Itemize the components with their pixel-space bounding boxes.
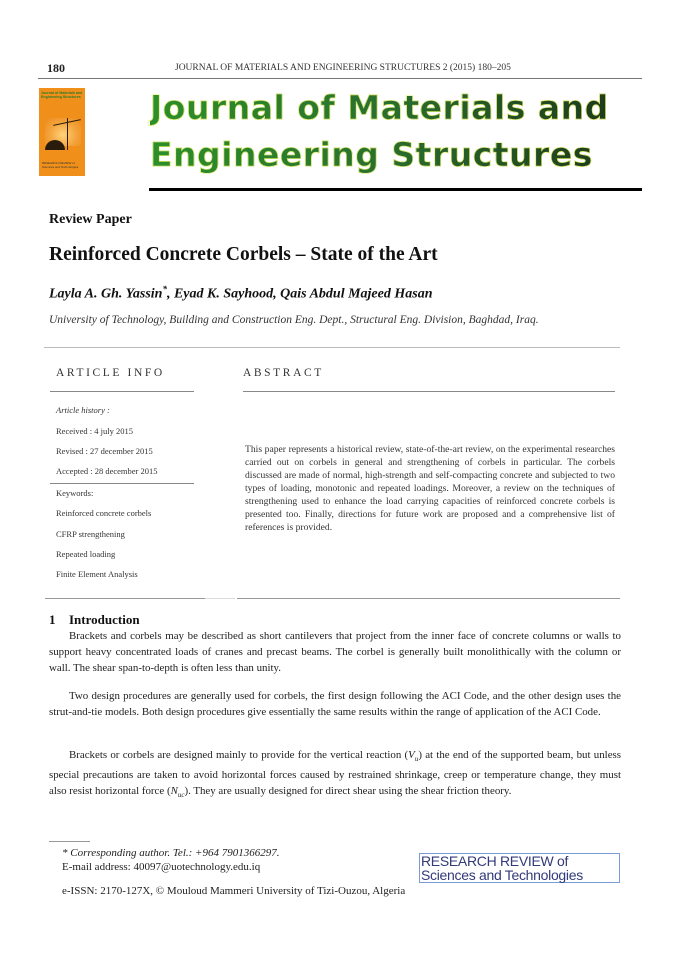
- journal-logo: [150, 84, 609, 178]
- keyword-item: Reinforced concrete corbels: [56, 508, 152, 518]
- keyword-item: CFRP strengthening: [56, 529, 125, 539]
- running-head: JOURNAL OF MATERIALS AND ENGINEERING STRUCTURES 2 (2015) 180–205: [175, 63, 511, 73]
- page-number: 180: [47, 61, 65, 75]
- header-divider: [38, 78, 642, 79]
- publisher-logo: [419, 853, 620, 883]
- coauthors: , Eyad K. Sayhood, Qais Abdul Majeed Hasan: [166, 286, 433, 302]
- article-info-rule: [50, 391, 194, 392]
- keyword-item: Repeated loading: [56, 549, 116, 559]
- publisher-logo-line1: RESEARCH REVIEW of: [421, 853, 569, 869]
- abstract-text: This paper represents a historical review, state-of-the-art review, on the experimental researches carried out on corbels in general and strengthening of corbels in particular. The corbels discussed are made of normal, high-strength and self-compacting concrete and subjected to two types of loading, monotonic and repeated loadings. Moreover, a review on the techniques of strengthening used to enhance the load carrying capacities of reinforced concrete corbels is presented too. Finally, directions for future work are proposed and a comprehensive list of references is provided.: [245, 444, 615, 533]
- intro-paragraph-2: Two design procedures are generally used for corbels, the first design following the ACI Code, and the other design uses the strut-and-tie models. Both design procedures give essentially the same results within the range of application of the ACI Code.: [49, 690, 621, 718]
- masthead-divider: [149, 188, 642, 191]
- section-heading-introduction: [49, 612, 140, 628]
- paper-title: Reinforced Concrete Corbels – State of the Art: [49, 244, 438, 265]
- intro-paragraph-3: [49, 747, 621, 803]
- keywords-rule: [50, 483, 194, 484]
- cover-footer: RESEARCH REVIEW of Sciences and Technologies: [42, 161, 79, 169]
- symbol-vu: V: [408, 749, 415, 761]
- journal-cover-thumbnail: [39, 88, 85, 176]
- journal-logo-line2: Engineering Structures: [150, 135, 593, 174]
- corresponding-author-note: * Corresponding author. Tel.: +964 7901366297.: [62, 847, 280, 859]
- intro-divider-gap: [205, 598, 235, 599]
- affiliation: University of Technology, Building and Construction Eng. Dept., Structural Eng. Division, Baghdad, Iraq.: [49, 314, 539, 326]
- keywords-label: Keywords:: [56, 488, 94, 498]
- issn-copyright: e-ISSN: 2170-127X, © Mouloud Mammeri University of Tizi-Ouzou, Algeria: [62, 885, 406, 897]
- section-divider: [44, 347, 620, 348]
- article-info-heading: ARTICLE INFO: [56, 367, 165, 379]
- article-history-label: Article history :: [56, 405, 110, 415]
- section-title: Introduction: [69, 612, 140, 627]
- footnote-rule: [49, 841, 90, 842]
- symbol-nuc: N: [170, 785, 178, 798]
- intro-divider-right: [237, 598, 620, 599]
- symbol-nuc-sub: uc: [177, 791, 185, 800]
- paper-type: Review Paper: [49, 212, 132, 227]
- symbol-vu-sub: u: [414, 755, 419, 764]
- author-corresponding: Layla A. Gh. Yassin: [49, 286, 163, 302]
- journal-logo-line1: Journal of Materials and: [150, 88, 609, 127]
- received-date: Received : 4 july 2015: [56, 426, 133, 436]
- section-number: 1: [49, 612, 56, 627]
- p3-text-c: ). They are usually designed for direct shear using the shear friction theory.: [184, 785, 512, 798]
- authors: [49, 284, 432, 303]
- p3-text-b: ) at the end of the supported beam, but unless special precautions are taken to avoid horizontal forces caused by restrained shrinkage, creep or temperature change, they must also resist horizontal force (: [49, 749, 621, 798]
- revised-date: Revised : 27 december 2015: [56, 446, 153, 456]
- accepted-date: Accepted : 28 december 2015: [56, 466, 158, 476]
- corresponding-mark: *: [162, 284, 167, 294]
- intro-divider-left: [45, 598, 205, 599]
- publisher-logo-line2: Sciences and Technologies: [421, 867, 583, 883]
- cover-title: Journal of Materials and Engineering Structures: [41, 91, 83, 99]
- p3-text-a: Brackets or corbels are designed mainly to provide for the vertical reaction (: [69, 749, 409, 761]
- keyword-item: Finite Element Analysis: [56, 569, 138, 579]
- intro-paragraph-1: Brackets and corbels may be described as short cantilevers that project from the inner face of concrete columns or walls to support heavy concentrated loads of cranes and precast beams. The corbel is generally built monolithically with the column or wall. The shear span-to-depth is often less than unity.: [49, 630, 621, 674]
- abstract-rule: [243, 391, 615, 392]
- abstract-heading: ABSTRACT: [243, 367, 324, 379]
- email-address[interactable]: E-mail address: 40097@uotechnology.edu.iq: [62, 861, 261, 873]
